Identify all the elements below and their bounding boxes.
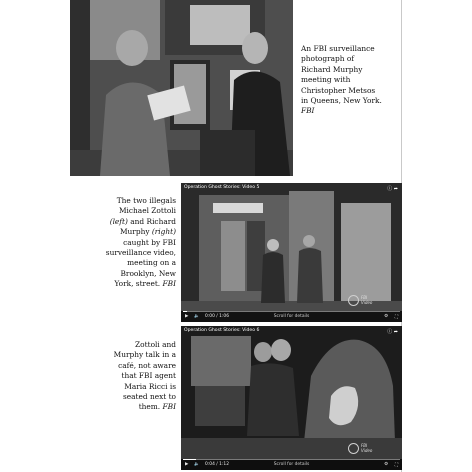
progress-fill — [183, 311, 187, 312]
caption-line: Michael Zottoli — [118, 206, 176, 216]
badge-line: Video — [361, 447, 373, 453]
video-player-6[interactable] — [181, 326, 402, 470]
video-controls — [181, 311, 402, 322]
caption-line: Christopher Metsos — [301, 85, 376, 95]
caption-line: Maria Ricci is — [124, 381, 176, 391]
caption-emphasis: (left) — [109, 216, 128, 226]
caption-line: The two illegals — [116, 196, 176, 205]
share-icon[interactable]: ➦ — [393, 329, 398, 335]
play-icon[interactable]: ▶ — [185, 462, 189, 467]
badge-label — [361, 296, 372, 306]
volume-icon[interactable]: 🔈 — [194, 462, 200, 467]
video-top-icons — [387, 328, 398, 335]
play-icon[interactable]: ▶ — [185, 314, 189, 319]
fbi-video-badge — [348, 295, 382, 307]
caption-line: café, not aware — [118, 360, 176, 370]
video-title: Operation Ghost Stories: Video 6 — [184, 328, 260, 333]
share-icon[interactable]: ➦ — [393, 186, 398, 192]
caption-line: Richard Murphy — [301, 64, 363, 74]
caption-line: caught by FBI — [123, 237, 176, 247]
caption-line: Zottoli and — [135, 340, 176, 349]
caption-line: photograph of — [301, 54, 355, 64]
gear-icon[interactable]: ⚙ — [384, 462, 388, 467]
fbi-seal-icon — [348, 443, 359, 454]
caption-line: surveillance video, — [105, 248, 176, 258]
fbi-seal-icon — [348, 295, 359, 306]
caption-text: them. — [138, 402, 161, 412]
badge-label — [361, 444, 372, 454]
gear-icon[interactable]: ⚙ — [384, 314, 388, 319]
caption-credit: FBI — [162, 279, 176, 289]
caption-line: in Queens, New York. — [301, 96, 382, 106]
figure2-caption — [100, 196, 176, 290]
caption-line: meeting on a — [127, 258, 176, 268]
volume-icon[interactable]: 🔈 — [194, 314, 200, 319]
surveillance-photo-queens — [70, 0, 293, 176]
video-time: 0:00 / 1:06 — [205, 314, 229, 319]
info-icon[interactable]: ⓘ — [387, 186, 393, 192]
scroll-hint: Scroll for details — [273, 462, 310, 467]
caption-line — [100, 402, 176, 412]
video-controls — [181, 459, 402, 470]
badge-line: Video — [361, 299, 373, 305]
caption-line: seated next to — [122, 392, 176, 402]
caption-emphasis: (right) — [151, 227, 176, 237]
caption-line: An FBI surveillance — [301, 44, 375, 53]
fullscreen-icon[interactable]: ⛶ — [394, 463, 398, 468]
figure3-caption — [100, 340, 176, 413]
progress-fill — [183, 459, 196, 460]
scroll-hint: Scroll for details — [273, 314, 310, 319]
caption-text: and Richard — [127, 216, 176, 226]
video-time: 0:04 / 1:12 — [205, 462, 229, 467]
progress-bar[interactable] — [183, 459, 400, 460]
progress-bar[interactable] — [183, 311, 400, 312]
caption-line: Murphy talk in a — [113, 350, 176, 360]
figure1-caption — [301, 44, 399, 117]
caption-text: York, street. — [114, 279, 161, 289]
caption-line: meeting with — [301, 75, 351, 85]
caption-line — [100, 279, 176, 289]
video-top-icons — [387, 185, 398, 192]
badge-line: FBI — [361, 443, 368, 448]
caption-line — [100, 227, 176, 237]
fbi-video-badge — [348, 443, 382, 455]
caption-line: Brooklyn, New — [120, 268, 176, 278]
caption-credit: FBI — [301, 106, 315, 116]
badge-line: FBI — [361, 295, 368, 300]
caption-text: Murphy — [119, 227, 152, 237]
caption-line: that FBI agent — [121, 371, 176, 381]
video-title: Operation Ghost Stories: Video 5 — [184, 185, 260, 190]
video-player-5[interactable] — [181, 183, 402, 322]
caption-credit: FBI — [162, 402, 176, 412]
caption-line — [100, 217, 176, 227]
fullscreen-icon[interactable]: ⛶ — [394, 315, 398, 320]
info-icon[interactable]: ⓘ — [387, 329, 393, 335]
